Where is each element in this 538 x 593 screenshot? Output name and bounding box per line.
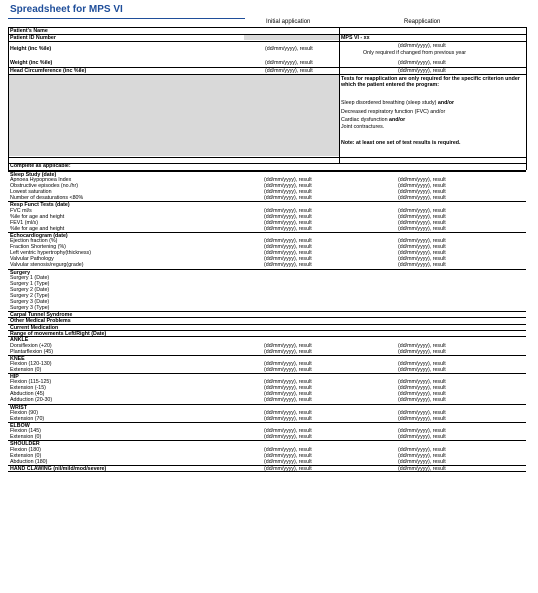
row-label: Dorsiflexion (+20) [10,342,52,349]
row-label: Surgery 3 (Type) [10,305,50,312]
initial-value-cell[interactable]: (dd/mm/yyyy), result [264,465,312,472]
criterion-cardiac: Cardiac dysfunction and/or [341,117,406,123]
initial-value-cell[interactable]: (dd/mm/yyyy), result [264,458,312,465]
initial-value-cell[interactable]: (dd/mm/yyyy), result [264,189,312,196]
patient-name-label: Patient's Name [10,28,48,34]
row-label: Surgery 3 (Date) [10,298,50,305]
row-label: WRIST [10,404,28,411]
reapp-value-cell[interactable]: (dd/mm/yyyy), result [398,256,446,263]
initial-value-cell[interactable]: (dd/mm/yyyy), result [264,250,312,257]
row-label: Flexion (90) [10,409,38,416]
row-label: Lowest saturation [10,189,52,196]
reapp-value-cell[interactable]: (dd/mm/yyyy), result [398,195,446,202]
mps-code: MPS VI - xx [341,35,370,41]
reapp-value-cell[interactable]: (dd/mm/yyyy), result [398,342,446,349]
row-label: Surgery 1 (Type) [10,280,50,287]
initial-value-cell[interactable]: (dd/mm/yyyy), result [264,452,312,459]
reapp-value-cell[interactable]: (dd/mm/yyyy), result [398,367,446,373]
initial-value-cell[interactable]: (dd/mm/yyyy), result [264,219,312,226]
row-label: Extension (0) [10,367,42,373]
row-label: Abduction (180) [10,458,48,465]
initial-value-cell[interactable]: (dd/mm/yyyy), result [264,256,312,263]
row-label: Resp Funct Tests (date) [10,202,70,209]
reapp-value-cell[interactable]: (dd/mm/yyyy), result [398,183,446,190]
reapplication-header: Reapplication [404,19,441,25]
height-reapp-value[interactable]: (dd/mm/yyyy), result [398,43,446,49]
row-label: Extension (0) [10,452,42,459]
row-label: Surgery [10,269,31,276]
row-label: Adduction (20-30) [10,397,53,404]
reapp-value-cell[interactable]: (dd/mm/yyyy), result [398,409,446,416]
row-label: Current Medication [10,324,59,331]
row-label: Apnoea Hypopnoea Index [10,177,72,184]
row-label: Plantarflexion (45) [10,348,53,355]
reapp-value-cell[interactable]: (dd/mm/yyyy), result [398,189,446,196]
row-label: Range of movements Left/Right (Date) [10,330,107,337]
criterion-sleep: Sleep disordered breathing (sleep study) and/or [341,100,455,106]
initial-value-cell[interactable]: (dd/mm/yyyy), result [264,397,312,404]
initial-value-cell[interactable]: (dd/mm/yyyy), result [264,177,312,184]
reapp-value-cell[interactable]: (dd/mm/yyyy), result [398,458,446,465]
row-label: Surgery 2 (Type) [10,292,50,299]
initial-value-cell[interactable]: (dd/mm/yyyy), result [264,225,312,232]
row-label: Left ventric hypertrophy(thickness) [10,250,91,257]
head-initial-value[interactable]: (dd/mm/yyyy), result [265,68,313,74]
row-label: Abduction (45) [10,391,45,398]
row-label: Surgery 2 (Date) [10,286,50,293]
reapp-value-cell[interactable]: (dd/mm/yyyy), result [398,428,446,435]
reapp-value-cell[interactable]: (dd/mm/yyyy), result [398,177,446,184]
weight-initial-value[interactable]: (dd/mm/yyyy), result [265,60,313,66]
title-underline [8,18,245,19]
reapp-value-cell[interactable]: (dd/mm/yyyy), result [398,385,446,392]
reapp-value-cell[interactable]: (dd/mm/yyyy), result [398,446,446,453]
reapp-value-cell[interactable]: (dd/mm/yyyy), result [398,250,446,257]
reapp-value-cell[interactable]: (dd/mm/yyyy), result [398,238,446,245]
initial-value-cell[interactable]: (dd/mm/yyyy), result [264,207,312,214]
initial-value-cell[interactable]: (dd/mm/yyyy), result [264,391,312,398]
initial-value-cell[interactable]: (dd/mm/yyyy), result [264,360,312,367]
reapp-value-cell[interactable]: (dd/mm/yyyy), result [398,348,446,355]
initial-value-cell[interactable]: (dd/mm/yyyy), result [264,409,312,416]
initial-value-cell[interactable]: (dd/mm/yyyy), result [264,367,312,373]
row-label: Surgery 1 (Date) [10,274,50,281]
table-bottom-border [8,471,526,472]
height-label: Height (inc %ile) [10,46,52,52]
reapp-value-cell[interactable]: (dd/mm/yyyy), result [398,379,446,386]
initial-value-cell[interactable]: (dd/mm/yyyy), result [264,415,312,422]
row-label: ANKLE [10,337,29,344]
row-label: FEV1 (ml/s) [10,219,38,226]
row-label: FVC ml/s [10,207,32,214]
head-reapp-value[interactable]: (dd/mm/yyyy), result [398,68,446,74]
reapp-value-cell[interactable]: (dd/mm/yyyy), result [398,244,446,251]
results-table [8,171,526,472]
reapp-value-cell[interactable]: (dd/mm/yyyy), result [398,207,446,214]
initial-value-cell[interactable]: (dd/mm/yyyy), result [264,244,312,251]
reapp-value-cell[interactable]: (dd/mm/yyyy), result [398,262,446,269]
reapp-value-cell[interactable]: (dd/mm/yyyy), result [398,452,446,459]
initial-value-cell[interactable]: (dd/mm/yyyy), result [264,385,312,392]
shaded-area [9,75,339,156]
row-label: Valvular Pathology [10,256,54,263]
initial-value-cell[interactable]: (dd/mm/yyyy), result [264,446,312,453]
row-label: Sleep Study (date) [10,172,57,178]
reapp-value-cell[interactable]: (dd/mm/yyyy), result [398,415,446,422]
row-label: Extension (-15) [10,385,46,392]
initial-value-cell[interactable]: (dd/mm/yyyy), result [264,238,312,245]
row-label: ELBOW [10,422,30,429]
reapp-value-cell[interactable]: (dd/mm/yyyy), result [398,391,446,398]
row-label: Carpal Tunnel Syndrome [10,312,73,319]
row-label: SHOULDER [10,441,40,448]
initial-value-cell[interactable]: (dd/mm/yyyy), result [264,348,312,355]
row-label: %ile for age and height [10,213,65,220]
row-label: Flexion (145) [10,428,41,435]
head-circumference-label: Head Circumference (inc %ile) [10,68,87,74]
reapp-value-cell[interactable]: (dd/mm/yyyy), result [398,213,446,220]
row-label: Obstructive episodes (no./hr) [10,183,79,190]
row-label: Extension (0) [10,434,42,441]
row-label: Flexion (180) [10,446,41,453]
row-label: Echocardiogram (date) [10,232,68,239]
complete-as-applicable: Complete as applicable: [10,163,71,169]
row-label: HIP [10,374,19,381]
reapp-value-cell[interactable]: (dd/mm/yyyy), result [398,434,446,441]
height-reapp-note: Only required if changed from previous year [363,50,467,56]
row-label: Flexion (120-130) [10,360,52,367]
initial-value-cell[interactable]: (dd/mm/yyyy), result [264,262,312,269]
reapp-value-cell[interactable]: (dd/mm/yyyy), result [398,360,446,367]
initial-value-cell[interactable]: (dd/mm/yyyy), result [264,183,312,190]
row-label: Flexion (115-125) [10,379,52,386]
reapplication-note-heading: Tests for reapplication are only required for the specific criterion under which the patient entered the program: [341,76,520,89]
initial-value-cell[interactable]: (dd/mm/yyyy), result [264,379,312,386]
row-label: Valvular stenosis/regurg(grade) [10,262,84,269]
row-label: Other Medical Problems [10,318,71,325]
note-footer: Note: at least one set of test results is required. [341,140,461,146]
criterion-fvc: Decreased respiratory function (FVC) and/or [341,109,446,115]
row-label: Extension (70) [10,415,45,422]
reapp-value-cell[interactable]: (dd/mm/yyyy), result [398,465,446,472]
reapp-value-cell[interactable]: (dd/mm/yyyy), result [398,397,446,404]
row-label: %ile for age and height [10,225,65,232]
row-label: HAND CLAWING (nil/mild/mod/severe) [10,465,107,472]
patient-id-initial-cell [244,35,339,40]
patient-id-label: Patient ID Number [10,35,56,41]
height-initial-value[interactable]: (dd/mm/yyyy), result [265,46,313,52]
row-label: Number of desaturations <80% [10,195,84,202]
initial-value-cell[interactable]: (dd/mm/yyyy), result [264,342,312,349]
row-label: Fraction Shortening (%) [10,244,66,251]
page-title: Spreadsheet for MPS VI [10,4,123,15]
reapp-value-cell[interactable]: (dd/mm/yyyy), result [398,219,446,226]
initial-value-cell[interactable]: (dd/mm/yyyy), result [264,434,312,441]
weight-label: Weight (inc %ile) [10,60,53,66]
initial-value-cell[interactable]: (dd/mm/yyyy), result [264,213,312,220]
weight-reapp-value[interactable]: (dd/mm/yyyy), result [398,60,446,66]
row-label: KNEE [10,355,25,362]
initial-value-cell[interactable]: (dd/mm/yyyy), result [264,428,312,435]
row-label: Ejection fraction (%) [10,238,58,245]
criterion-joint: Joint contractures. [341,124,385,130]
reapp-value-cell[interactable]: (dd/mm/yyyy), result [398,225,446,232]
initial-value-cell[interactable]: (dd/mm/yyyy), result [264,195,312,202]
initial-application-header: Initial application [266,19,311,25]
